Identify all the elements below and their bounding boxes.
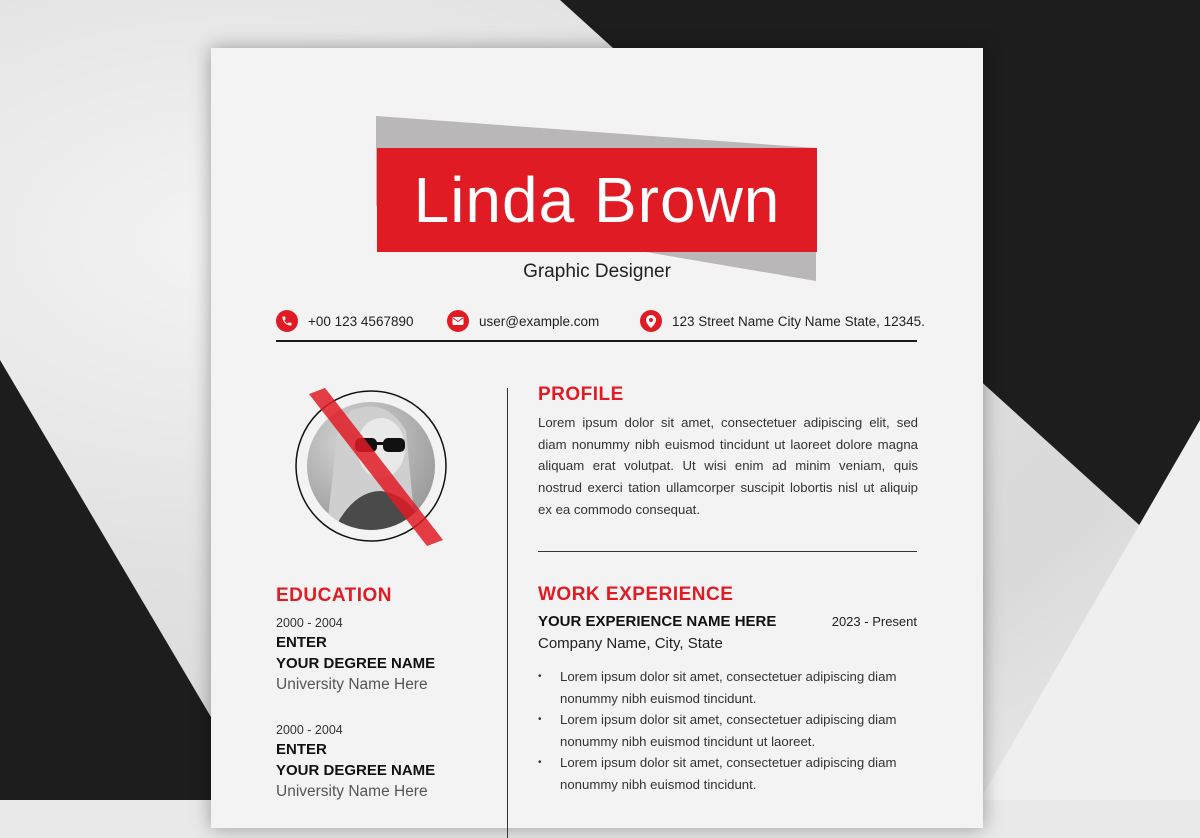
profile-text: Lorem ipsum dolor sit amet, consectetuer adipiscing elit, sed diam nonummy nibh euismod tincidunt ut laoreet dolore magna aliquam erat volutpat. Ut wisi enim ad minim veniam, quis nostrud exerci tation ullamcorper suscipit lobortis nisl ut aliquip ex ea commodo consequat. bbox=[538, 415, 918, 517]
company-line: Company Name, City, State bbox=[538, 635, 723, 652]
column-divider bbox=[507, 388, 508, 838]
education-years: 2000 - 2004 bbox=[276, 616, 343, 630]
education-heading: EDUCATION bbox=[276, 585, 393, 606]
education-degree-line1: ENTER bbox=[276, 634, 327, 651]
education-entry bbox=[276, 721, 496, 803]
location-pin-icon bbox=[640, 310, 662, 332]
list-item bbox=[538, 666, 918, 709]
education-years: 2000 - 2004 bbox=[276, 723, 343, 737]
profile-photo bbox=[291, 386, 451, 556]
education-entry bbox=[276, 614, 496, 696]
education-school: University Name Here bbox=[276, 783, 428, 800]
contact-email bbox=[447, 310, 599, 332]
bullet-icon: • bbox=[538, 757, 542, 768]
section-divider bbox=[538, 551, 917, 552]
contact-address bbox=[640, 310, 925, 332]
header-divider bbox=[276, 340, 917, 342]
white-corner-panel bbox=[980, 420, 1200, 800]
education-school: University Name Here bbox=[276, 676, 428, 693]
work-heading: WORK EXPERIENCE bbox=[538, 584, 734, 605]
education-degree-line2: YOUR DEGREE NAME bbox=[276, 655, 436, 672]
bullet-icon: • bbox=[538, 714, 542, 725]
bullet-text: Lorem ipsum dolor sit amet, consectetuer adipiscing diam nonummy nibh euismod tincidunt ut laoreet. bbox=[560, 712, 897, 749]
education-degree-line2: YOUR DEGREE NAME bbox=[276, 762, 436, 779]
contact-row bbox=[276, 310, 925, 332]
education-degree-line1: ENTER bbox=[276, 741, 327, 758]
contact-phone bbox=[276, 310, 413, 332]
phone-icon bbox=[276, 310, 298, 332]
name-banner: Linda Brown bbox=[377, 148, 817, 252]
mail-icon bbox=[447, 310, 469, 332]
address-text: 123 Street Name City Name State, 12345. bbox=[672, 313, 925, 329]
email-text: user@example.com bbox=[479, 313, 600, 329]
job-date: 2023 - Present bbox=[831, 614, 917, 629]
list-item bbox=[538, 752, 918, 795]
bullet-icon: • bbox=[538, 671, 542, 682]
list-item bbox=[538, 709, 918, 752]
phone-text: +00 123 4567890 bbox=[308, 313, 414, 329]
work-bullets bbox=[538, 666, 918, 795]
bullet-text: Lorem ipsum dolor sit amet, consectetuer adipiscing diam nonummy nibh euismod tincidunt. bbox=[560, 669, 897, 706]
profile-heading: PROFILE bbox=[538, 384, 624, 405]
bullet-text: Lorem ipsum dolor sit amet, consectetuer adipiscing diam nonummy nibh euismod tincidunt. bbox=[560, 755, 897, 792]
job-title: YOUR EXPERIENCE NAME HERE bbox=[538, 613, 777, 630]
resume-page bbox=[211, 48, 983, 828]
job-subtitle: Graphic Designer bbox=[523, 261, 671, 282]
